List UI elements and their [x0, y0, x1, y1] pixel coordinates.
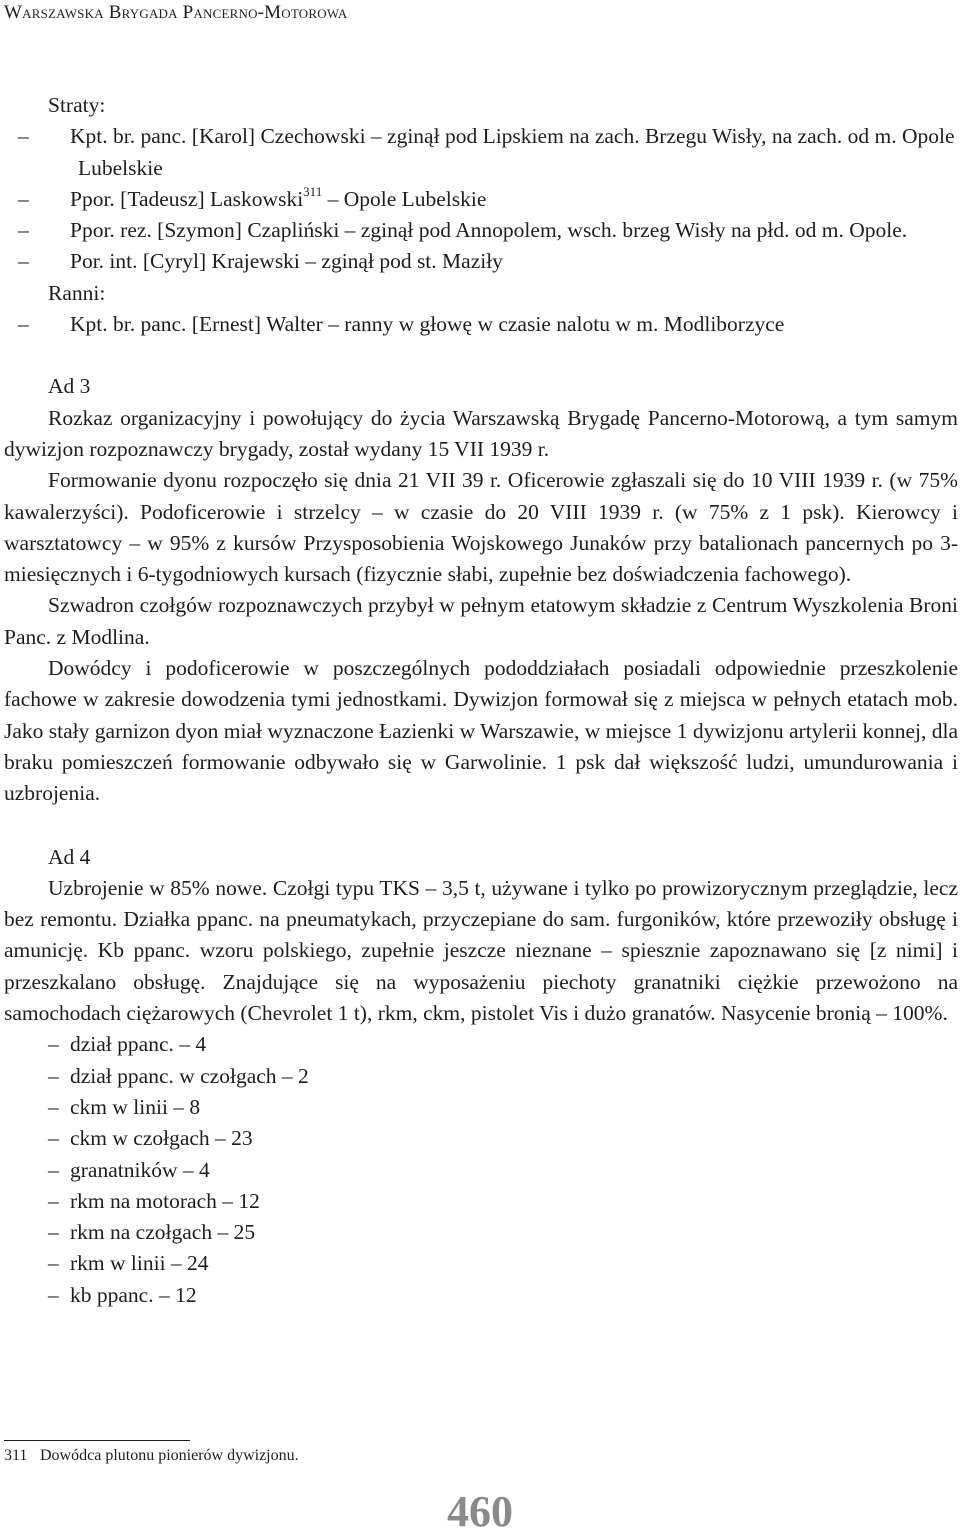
ad4-heading: Ad 4 — [48, 844, 91, 869]
dash-glyph: – — [48, 1282, 59, 1307]
dash-glyph: – — [48, 1188, 59, 1213]
footnote-rule — [4, 1440, 190, 1441]
ad4-paragraph: Uzbrojenie w 85% nowe. Czołgi typu TKS – 3,5 t, używane i tylko po prowizorycznym przeglądzie, lecz bez remontu. Działka ppanc. na pneumatykach, przyczepiane do sam. furgoników, które przewoziły obsługę i amunicję. Kb ppanc. wzoru polskiego, zupełnie jeszcze nieznane – spiesznie zapoznawano się [z nimi] i przeszkalano obsługę. Znajdujące się na wyposażeniu piechoty granatniki ciężkie przewożono na samochodach ciężarowych (Chevrolet 1 t), rkm, ckm, pistolet Vis i dużo granatów. Nasycenie bronią – 100%. — [4, 875, 958, 1026]
dash-glyph: – — [48, 1126, 59, 1151]
dash-glyph: – — [48, 1063, 59, 1088]
page-body — [4, 90, 958, 1311]
list-item: – ckm w linii – 8 — [4, 1092, 958, 1123]
dash-glyph: – — [48, 1094, 59, 1119]
running-title: Warszawska Brygada Pancerno-Motorowa — [4, 2, 348, 23]
list-item: – Por. int. [Cyryl] Krajewski – zginął pod st. Maziły — [11, 246, 958, 277]
list-item: – Ppor. rez. [Szymon] Czapliński – zginął pod Annopolem, wsch. brzeg Wisły na płd. od m. Opole. — [11, 215, 958, 246]
list-item: – kb ppanc. – 12 — [4, 1280, 958, 1311]
list-item: – Kpt. br. panc. [Ernest] Walter – ranny w głowę w czasie nalotu w m. Modliborzyce — [11, 309, 958, 340]
list-item: – dział ppanc. w czołgach – 2 — [4, 1061, 958, 1092]
list-item: – dział ppanc. – 4 — [4, 1029, 958, 1060]
dash-glyph: – — [18, 312, 29, 337]
dash-glyph: – — [48, 1251, 59, 1276]
list-item: – Kpt. br. panc. [Karol] Czechowski – zginął pod Lipskiem na zach. Brzegu Wisły, na zach. od m. Opole Lubelskie — [11, 121, 958, 184]
dash-glyph: – — [48, 1220, 59, 1245]
footnote-number: 311 — [4, 1447, 28, 1464]
ad3-paragraph: Dowódcy i podoficerowie w poszczególnych pododdziałach posiadali odpowiednie przeszkolenie fachowe w zakresie dowodzenia tymi jednostkami. Dywizjon formował się z miejsca w pełnych etatach mob. Jako stały garnizon dyon miał wyznaczone Łazienki w Warszawie, w miejsce 1 dywizjonu artylerii konnej, dla braku pomieszczeń formowanie odbywało się w Garwolinie. 1 psk dał większość ludzi, umundurowania i uzbrojenia. — [4, 656, 958, 806]
list-item: – rkm w linii – 24 — [4, 1248, 958, 1279]
footnote-text: Dowódca plutonu pionierów dywizjonu. — [40, 1447, 299, 1464]
weapons-list — [4, 1029, 958, 1311]
ad3-paragraph: Rozkaz organizacyjny i powołujący do życia Warszawską Brygadę Pancerno-Motorową, a tym samym dywizjon rozpoznawczy brygady, został wydany 15 VII 1939 r. — [4, 405, 958, 461]
dash-glyph: – — [48, 1032, 59, 1057]
dash-glyph: – — [18, 186, 29, 211]
wounded-heading: Ranni: — [48, 280, 106, 305]
dash-glyph: – — [18, 124, 29, 149]
dash-glyph: – — [18, 249, 29, 274]
dash-glyph: – — [48, 1157, 59, 1182]
list-item: – Ppor. [Tadeusz] Laskowski$^{311}$ – Opole Lubelskie — [11, 184, 958, 215]
list-item: – granatników – 4 — [4, 1155, 958, 1186]
list-item: – ckm w czołgach – 23 — [4, 1123, 958, 1154]
dash-glyph: – — [18, 218, 29, 243]
losses-list — [4, 121, 958, 277]
losses-heading: Straty: — [48, 93, 106, 117]
ad3-paragraph: Formowanie dyonu rozpoczęło się dnia 21 VII 39 r. Oficerowie zgłaszali się do 10 VIII 1939 r. (w 75% kawalerzyści). Podoficerowie i strzelcy – w czasie do 20 VIII 1939 r. (w 75% z 1 psk). Kierowcy i warsztatowcy – w 95% z kursów Przysposobienia Wojskowego Junaków przy batalionach pancernych po 3-miesięcznych i 6-tygodniowych kursach (fizycznie słabi, zupełnie bez doświadczenia fachowego). — [4, 468, 958, 587]
ad3-heading: Ad 3 — [48, 374, 91, 399]
list-item: – rkm na motorach – 12 — [4, 1186, 958, 1217]
page-number: 460 — [447, 1487, 513, 1536]
wounded-list — [4, 309, 958, 340]
running-header — [4, 2, 347, 24]
footnote-ref[interactable]: 311 — [303, 183, 323, 199]
footnote — [4, 1447, 299, 1465]
list-item: – rkm na czołgach – 25 — [4, 1217, 958, 1248]
ad3-paragraph: Szwadron czołgów rozpoznawczych przybył w pełnym etatowym składzie z Centrum Wyszkolenia Broni Panc. z Modlina. — [4, 593, 958, 649]
